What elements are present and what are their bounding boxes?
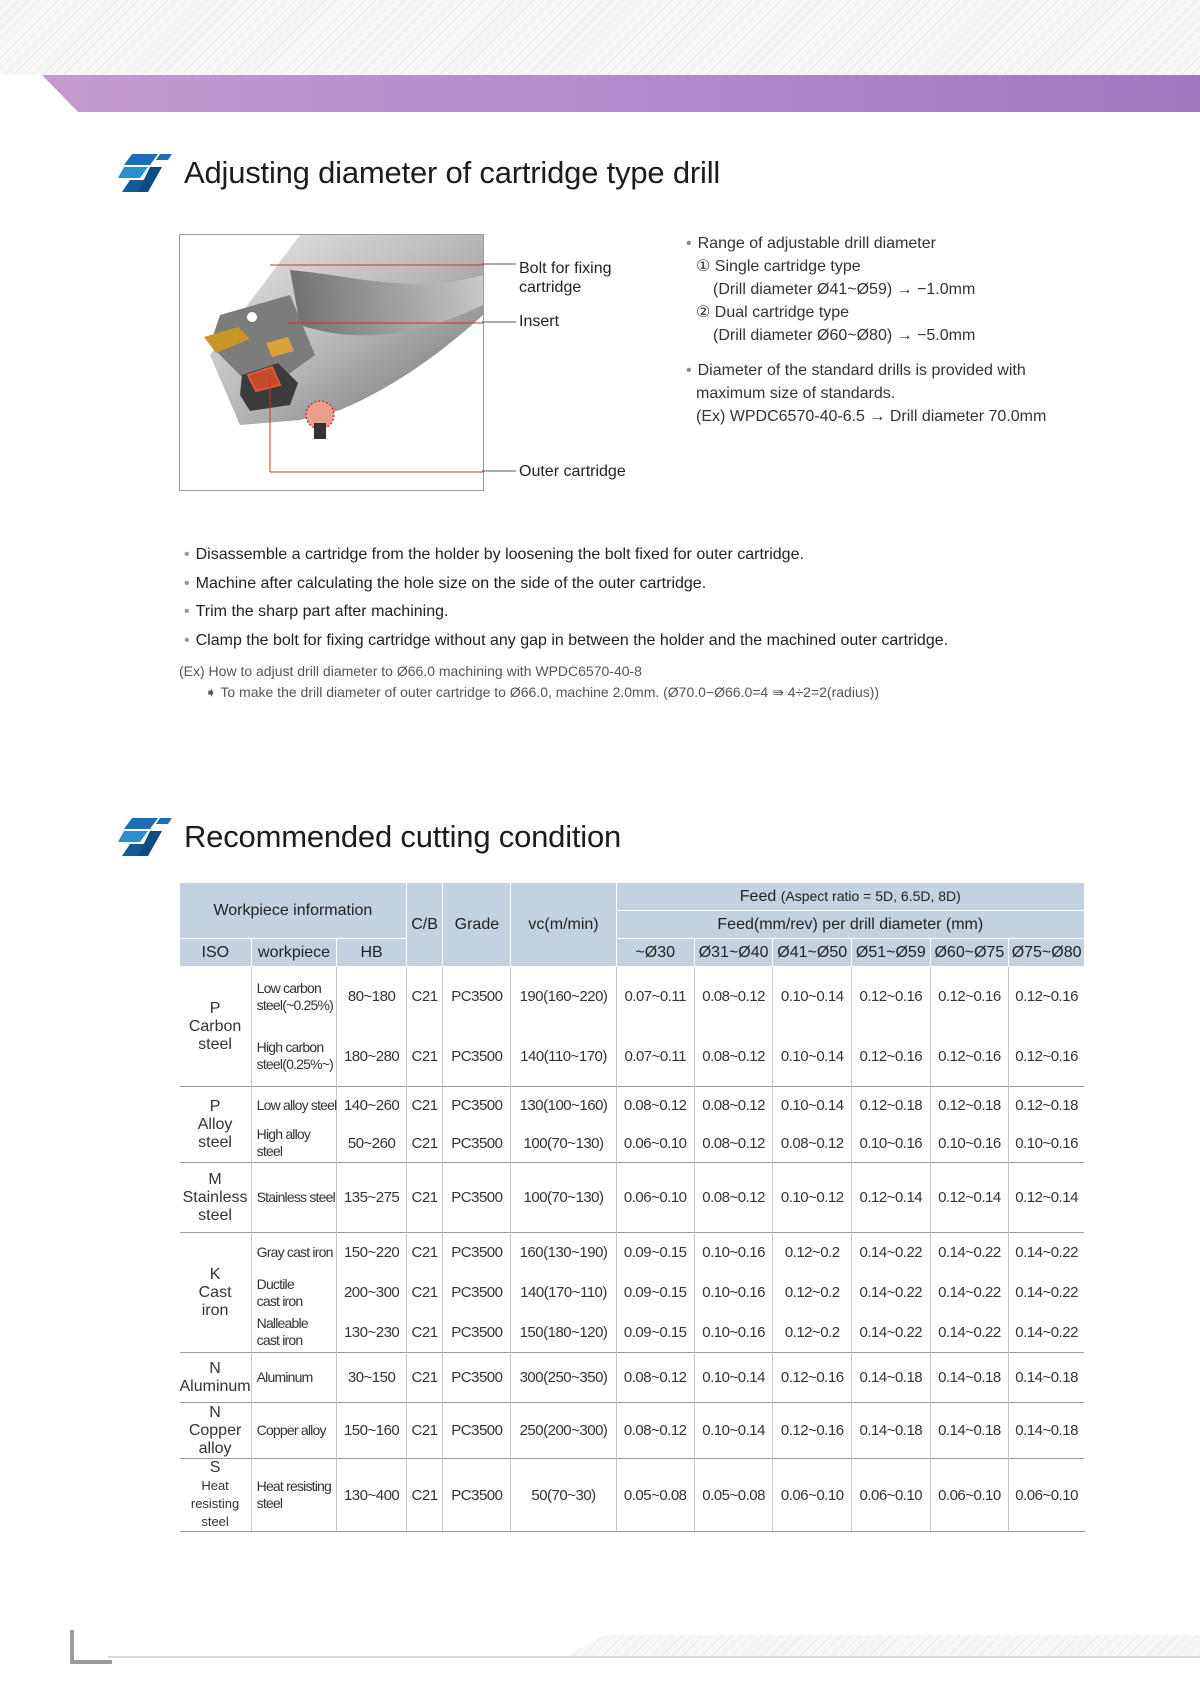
grade-cell: PC3500 <box>443 967 511 1027</box>
workpiece-line: Low alloy steel <box>256 1097 337 1114</box>
feed-cell: 0.08~0.12 <box>694 1027 773 1087</box>
feed-cell: 0.06~0.10 <box>616 1125 694 1163</box>
std-line1: Diameter of the standard drills is provided with <box>697 362 1026 379</box>
header-dia-5: Ø75~Ø80 <box>1009 939 1085 967</box>
iso-line: steel <box>198 1035 232 1053</box>
feed-cell: 0.14~0.22 <box>852 1313 931 1353</box>
feed-cell: 0.14~0.22 <box>852 1273 931 1313</box>
table-row <box>180 1353 1085 1403</box>
feed-cell: 0.14~0.22 <box>852 1233 931 1273</box>
cb-cell: C21 <box>406 1459 443 1532</box>
cb-cell: C21 <box>406 1087 443 1125</box>
grade-cell: PC3500 <box>443 1125 511 1163</box>
feed-cell: 0.14~0.18 <box>930 1403 1009 1459</box>
range-heading: Range of adjustable drill diameter <box>697 235 936 252</box>
table-row <box>180 1163 1085 1233</box>
feed-cell: 0.14~0.18 <box>852 1403 931 1459</box>
arrow-right-icon: ➧ <box>205 684 221 700</box>
feed-cell: 0.10~0.16 <box>694 1313 773 1353</box>
feed-cell: 0.12~0.18 <box>852 1087 931 1125</box>
vc-cell: 140(110~170) <box>511 1027 616 1087</box>
cb-cell: C21 <box>406 1313 443 1353</box>
feed-cell: 0.12~0.16 <box>1009 967 1085 1027</box>
footer-hatch <box>565 1635 1200 1657</box>
bullet-dot: • <box>184 546 190 563</box>
workpiece-cell <box>251 1233 337 1273</box>
feed-cell: 0.06~0.10 <box>1009 1459 1085 1532</box>
workpiece-line: Heat resisting <box>256 1478 332 1494</box>
feed-cell: 0.12~0.16 <box>773 1353 852 1403</box>
workpiece-line: Nalleable <box>256 1315 308 1332</box>
workpiece-cell <box>251 1125 337 1163</box>
hb-cell: 180~280 <box>337 1027 406 1087</box>
workpiece-cell <box>251 1353 337 1403</box>
vc-cell: 190(160~220) <box>511 967 616 1027</box>
iso-line: iron <box>201 1301 229 1319</box>
brand-logo-icon <box>118 816 172 858</box>
feed-cell: 0.09~0.15 <box>616 1233 694 1273</box>
cb-cell: C21 <box>406 1163 443 1233</box>
std-line2: maximum size of standards. <box>696 385 896 402</box>
feed-aspect: (Aspect ratio = 5D, 6.5D, 8D) <box>780 887 961 904</box>
vc-cell: 300(250~350) <box>511 1353 616 1403</box>
feed-cell: 0.06~0.10 <box>852 1459 931 1532</box>
vc-cell: 160(130~190) <box>511 1233 616 1273</box>
feed-cell: 0.08~0.12 <box>694 1087 773 1125</box>
feed-cell: 0.08~0.12 <box>616 1353 694 1403</box>
feed-cell: 0.12~0.16 <box>930 1027 1009 1087</box>
dual-cartridge-value: (Drill diameter Ø60~Ø80) → −5.0mm <box>713 327 976 344</box>
iso-line: P <box>209 999 221 1017</box>
section2-heading <box>118 812 621 862</box>
drill-figure <box>179 234 484 491</box>
header-dia-3: Ø51~Ø59 <box>852 939 931 967</box>
workpiece-cell <box>251 967 337 1027</box>
vc-cell: 140(170~110) <box>511 1273 616 1313</box>
cb-cell: C21 <box>406 1027 443 1087</box>
feed-cell: 0.14~0.18 <box>1009 1353 1085 1403</box>
dual-cartridge-label: ② Dual cartridge type <box>696 304 850 321</box>
step-text: Machine after calculating the hole size on the side of the outer cartridge. <box>195 574 707 592</box>
workpiece-line: steel(0.25%~) <box>256 1056 334 1073</box>
feed-cell: 0.10~0.14 <box>773 967 852 1027</box>
feed-cell: 0.14~0.22 <box>1009 1233 1085 1273</box>
grade-cell: PC3500 <box>443 1027 511 1087</box>
feed-cell: 0.12~0.14 <box>930 1163 1009 1233</box>
feed-cell: 0.12~0.14 <box>1009 1163 1085 1233</box>
header-dia-2: Ø41~Ø50 <box>773 939 852 967</box>
feed-cell: 0.12~0.16 <box>852 1027 931 1087</box>
feed-cell: 0.12~0.14 <box>852 1163 931 1233</box>
section1-heading <box>118 148 720 198</box>
hb-cell: 140~260 <box>337 1087 406 1125</box>
iso-line: Carbon <box>188 1017 242 1035</box>
feed-cell: 0.08~0.12 <box>773 1125 852 1163</box>
step-item <box>184 570 1164 599</box>
feed-title: Feed <box>739 887 777 905</box>
range-info <box>686 232 1126 428</box>
workpiece-line: Stainless steel <box>256 1189 335 1205</box>
hb-cell: 200~300 <box>337 1273 406 1313</box>
hb-cell: 130~400 <box>337 1459 406 1532</box>
feed-cell: 0.12~0.16 <box>930 967 1009 1027</box>
feed-cell: 0.08~0.12 <box>694 1163 773 1233</box>
feed-cell: 0.06~0.10 <box>616 1163 694 1233</box>
feed-cell: 0.10~0.14 <box>694 1353 773 1403</box>
table-body <box>180 967 1085 1532</box>
hb-cell: 150~160 <box>337 1403 406 1459</box>
iso-line: Heat <box>201 1478 229 1493</box>
bullet-dot: • <box>686 235 692 252</box>
table-row <box>180 1459 1085 1532</box>
feed-cell: 0.10~0.14 <box>694 1403 773 1459</box>
iso-line: Stainless <box>182 1188 248 1206</box>
step-item <box>184 627 1164 656</box>
iso-line: Cast <box>198 1283 232 1301</box>
hb-cell: 50~260 <box>337 1125 406 1163</box>
table-row <box>180 967 1085 1027</box>
vc-cell: 130(100~160) <box>511 1087 616 1125</box>
header-workpiece-info: Workpiece information <box>180 883 407 939</box>
feed-cell: 0.14~0.22 <box>930 1233 1009 1273</box>
iso-cell <box>180 967 252 1087</box>
feed-cell: 0.12~0.2 <box>773 1313 852 1353</box>
cutting-condition-table <box>179 882 1085 1532</box>
iso-line: M <box>208 1170 222 1188</box>
single-cartridge-value: (Drill diameter Ø41~Ø59) → −1.0mm <box>713 281 976 298</box>
example-line1: (Ex) How to adjust drill diameter to Ø66.0 machining with WPDC6570-40-8 <box>179 663 642 679</box>
feed-cell: 0.14~0.18 <box>852 1353 931 1403</box>
feed-cell: 0.10~0.12 <box>773 1163 852 1233</box>
footer-corner-mark <box>70 1630 112 1664</box>
example-block <box>179 661 1159 703</box>
cb-cell: C21 <box>406 967 443 1027</box>
feed-cell: 0.05~0.08 <box>694 1459 773 1532</box>
iso-cell <box>180 1353 252 1403</box>
header-cb: C/B <box>406 883 443 967</box>
workpiece-line: Copper alloy <box>256 1422 326 1438</box>
iso-line: S <box>209 1459 221 1476</box>
iso-line: Aluminum <box>179 1377 251 1395</box>
header-feed <box>616 883 1084 911</box>
feed-cell: 0.12~0.18 <box>1009 1087 1085 1125</box>
feed-cell: 0.14~0.22 <box>1009 1273 1085 1313</box>
callout-leaders <box>482 250 518 480</box>
section2-title: Recommended cutting condition <box>184 819 622 854</box>
table-row <box>180 1233 1085 1273</box>
procedure-steps <box>184 541 1164 655</box>
feed-cell: 0.14~0.22 <box>1009 1313 1085 1353</box>
feed-cell: 0.07~0.11 <box>616 1027 694 1087</box>
grade-cell: PC3500 <box>443 1313 511 1353</box>
workpiece-line: Gray cast iron <box>256 1244 333 1261</box>
feed-cell: 0.10~0.14 <box>773 1087 852 1125</box>
callout-lines <box>180 235 483 490</box>
feed-cell: 0.10~0.16 <box>1009 1125 1085 1163</box>
feed-cell: 0.10~0.16 <box>930 1125 1009 1163</box>
callout-outer-cartridge: Outer cartridge <box>519 463 626 480</box>
feed-cell: 0.14~0.22 <box>930 1313 1009 1353</box>
workpiece-cell <box>251 1273 337 1313</box>
workpiece-line: cast iron <box>256 1332 303 1349</box>
callout-bolt: Bolt for fixing cartridge <box>519 260 612 296</box>
header-dia-0: ~Ø30 <box>616 939 694 967</box>
workpiece-cell <box>251 1459 337 1532</box>
std-line3: (Ex) WPDC6570-40-6.5 → Drill diameter 70.0mm <box>696 408 1047 425</box>
section1-title: Adjusting diameter of cartridge type drill <box>184 155 721 190</box>
iso-line: steel <box>198 1206 232 1224</box>
bullet-dot: • <box>184 603 190 620</box>
grade-cell: PC3500 <box>443 1403 511 1459</box>
iso-cell <box>180 1233 252 1353</box>
table-row <box>180 1273 1085 1313</box>
workpiece-line: Low carbon <box>256 979 322 996</box>
feed-cell: 0.09~0.15 <box>616 1273 694 1313</box>
workpiece-line: High alloy steel <box>256 1126 311 1160</box>
step-item <box>184 598 1164 627</box>
cb-cell: C21 <box>406 1273 443 1313</box>
step-item <box>184 541 1164 570</box>
feed-cell: 0.08~0.12 <box>616 1087 694 1125</box>
header-hb: HB <box>337 939 406 967</box>
iso-line: Copper <box>188 1421 242 1439</box>
workpiece-line: Aluminum <box>256 1369 313 1385</box>
header-workpiece: workpiece <box>251 939 337 967</box>
header-grade: Grade <box>443 883 511 967</box>
vc-cell: 250(200~300) <box>511 1403 616 1459</box>
workpiece-line: High carbon <box>256 1039 324 1056</box>
workpiece-cell <box>251 1027 337 1087</box>
cb-cell: C21 <box>406 1233 443 1273</box>
hb-cell: 130~230 <box>337 1313 406 1353</box>
feed-cell: 0.14~0.18 <box>930 1353 1009 1403</box>
example-line2: To make the drill diameter of outer cartridge to Ø66.0, machine 2.0mm. (Ø70.0−Ø66.0=4 ⇛ 4÷2=2(radius)) <box>220 684 880 700</box>
step-text: Trim the sharp part after machining. <box>195 603 449 620</box>
header-vc: vc(m/min) <box>511 883 616 967</box>
table-row <box>180 1125 1085 1163</box>
feed-cell: 0.10~0.16 <box>852 1125 931 1163</box>
step-text: Clamp the bolt for fixing cartridge without any gap in between the holder and the machined outer cartridge. <box>195 631 949 649</box>
header-iso: ISO <box>180 939 252 967</box>
workpiece-cell <box>251 1087 337 1125</box>
iso-line: steel <box>198 1133 232 1151</box>
hb-cell: 150~220 <box>337 1233 406 1273</box>
iso-line: alloy <box>198 1439 232 1457</box>
table-row <box>180 1027 1085 1087</box>
bullet-dot: • <box>184 574 190 592</box>
vc-cell: 150(180~120) <box>511 1313 616 1353</box>
iso-line: Alloy <box>197 1115 233 1133</box>
header-hatch <box>0 0 1200 75</box>
feed-cell: 0.14~0.22 <box>930 1273 1009 1313</box>
feed-cell: 0.06~0.10 <box>930 1459 1009 1532</box>
iso-line: resisting steel <box>190 1496 240 1529</box>
table-row <box>180 1403 1085 1459</box>
iso-cell <box>180 1403 252 1459</box>
feed-cell: 0.12~0.16 <box>1009 1027 1085 1087</box>
feed-cell: 0.12~0.2 <box>773 1233 852 1273</box>
cb-cell: C21 <box>406 1403 443 1459</box>
iso-cell <box>180 1163 252 1233</box>
iso-cell <box>180 1087 252 1163</box>
single-cartridge-label: ① Single cartridge type <box>696 258 861 275</box>
feed-cell: 0.08~0.12 <box>616 1403 694 1459</box>
feed-cell: 0.12~0.16 <box>773 1403 852 1459</box>
header-banner <box>42 75 1200 112</box>
feed-cell: 0.08~0.12 <box>694 967 773 1027</box>
header-feed-sub: Feed(mm/rev) per drill diameter (mm) <box>616 911 1084 939</box>
iso-line: P <box>209 1097 221 1115</box>
footer-line <box>108 1656 1200 1658</box>
hb-cell: 30~150 <box>337 1353 406 1403</box>
iso-line: K <box>209 1265 221 1283</box>
workpiece-cell <box>251 1163 337 1233</box>
iso-cell <box>180 1459 252 1532</box>
table-row <box>180 1313 1085 1353</box>
feed-cell: 0.14~0.18 <box>1009 1403 1085 1459</box>
feed-cell: 0.10~0.14 <box>773 1027 852 1087</box>
workpiece-line: cast iron <box>256 1292 303 1309</box>
grade-cell: PC3500 <box>443 1459 511 1532</box>
table-row <box>180 1087 1085 1125</box>
feed-cell: 0.07~0.11 <box>616 967 694 1027</box>
feed-cell: 0.12~0.2 <box>773 1273 852 1313</box>
hb-cell: 135~275 <box>337 1163 406 1233</box>
cb-cell: C21 <box>406 1353 443 1403</box>
cb-cell: C21 <box>406 1125 443 1163</box>
workpiece-line: Ductile <box>256 1275 294 1292</box>
bullet-dot: • <box>184 631 190 649</box>
vc-cell: 100(70~130) <box>511 1125 616 1163</box>
feed-cell: 0.12~0.16 <box>852 967 931 1027</box>
grade-cell: PC3500 <box>443 1087 511 1125</box>
step-text: Disassemble a cartridge from the holder by loosening the bolt fixed for outer cartridge. <box>195 546 804 563</box>
feed-cell: 0.09~0.15 <box>616 1313 694 1353</box>
iso-line: N <box>209 1403 221 1421</box>
hb-cell: 80~180 <box>337 967 406 1027</box>
workpiece-cell <box>251 1403 337 1459</box>
bullet-dot: • <box>686 362 692 379</box>
feed-cell: 0.05~0.08 <box>616 1459 694 1532</box>
iso-line: N <box>209 1359 221 1377</box>
grade-cell: PC3500 <box>443 1353 511 1403</box>
feed-cell: 0.08~0.12 <box>694 1125 773 1163</box>
grade-cell: PC3500 <box>443 1233 511 1273</box>
feed-cell: 0.10~0.16 <box>694 1273 773 1313</box>
workpiece-line: steel <box>256 1495 283 1511</box>
header-dia-4: Ø60~Ø75 <box>930 939 1009 967</box>
workpiece-line: steel(~0.25%) <box>256 996 334 1013</box>
workpiece-cell <box>251 1313 337 1353</box>
grade-cell: PC3500 <box>443 1273 511 1313</box>
grade-cell: PC3500 <box>443 1163 511 1233</box>
vc-cell: 50(70~30) <box>511 1459 616 1532</box>
callout-insert: Insert <box>519 313 560 330</box>
feed-cell: 0.10~0.16 <box>694 1233 773 1273</box>
brand-logo-icon <box>118 152 172 194</box>
header-dia-1: Ø31~Ø40 <box>694 939 773 967</box>
feed-cell: 0.06~0.10 <box>773 1459 852 1532</box>
feed-cell: 0.12~0.18 <box>930 1087 1009 1125</box>
vc-cell: 100(70~130) <box>511 1163 616 1233</box>
